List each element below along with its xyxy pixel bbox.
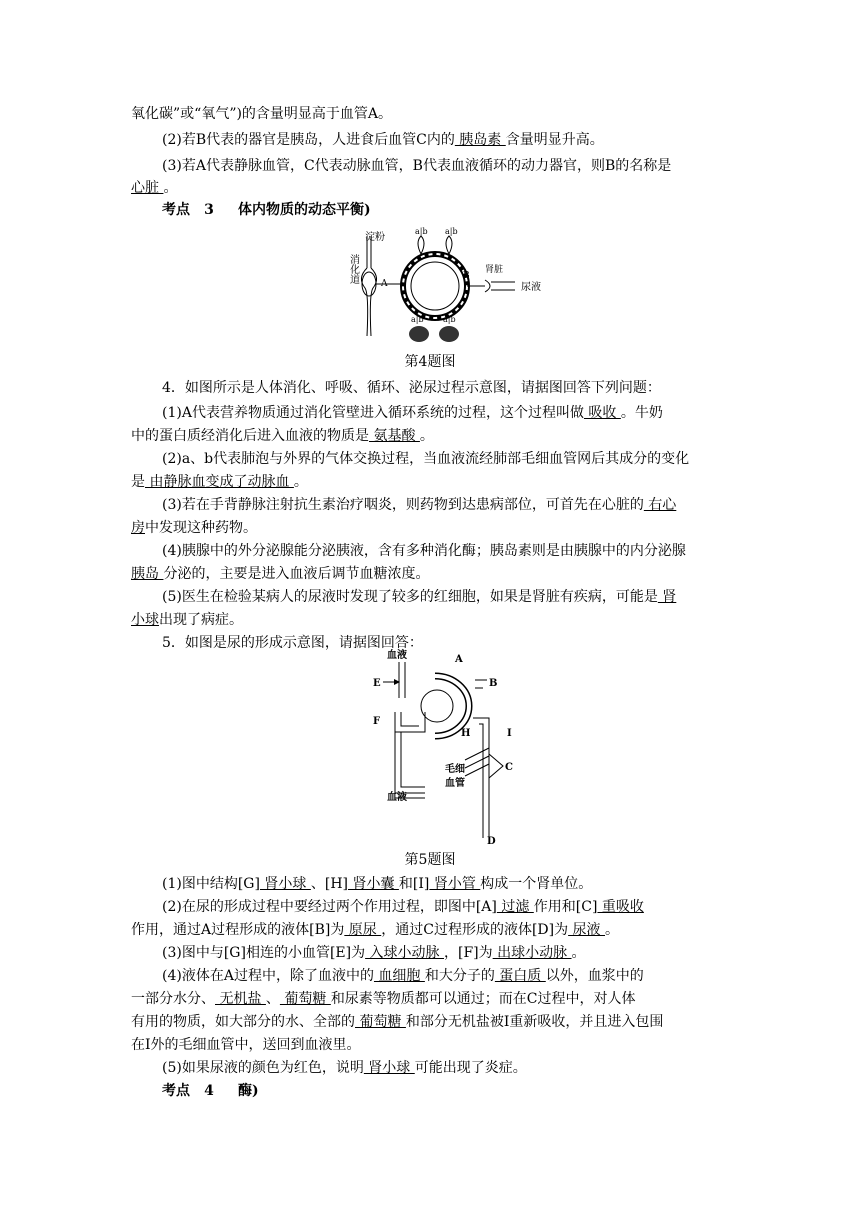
answer: 蛋白质 <box>494 968 546 984</box>
answer: 心脏 <box>131 180 164 196</box>
text-line: (1)A代表营养物质通过消化管壁进入循环系统的过程，这个过程叫做 吸收 。牛奶 <box>162 405 663 421</box>
fig4-label-dianfen: 淀粉 <box>365 232 385 243</box>
fig5-label-xueye-top: 血液 <box>387 650 407 661</box>
answer: 肾 <box>657 589 677 605</box>
text-line: (4)胰腺中的外分泌腺能分泌胰液，含有多种消化酶；胰岛素则是由胰腺中的内分泌腺 <box>162 543 686 559</box>
fig4-label-xiaohuadao: 消化道 <box>347 254 359 284</box>
question-intro: 5．如图是尿的形成示意图，请据图回答： <box>162 635 423 651</box>
answer: 胰岛 <box>131 566 164 582</box>
answer: 重吸收 <box>597 899 644 915</box>
answer: 小球 <box>131 612 159 628</box>
answer: 葡萄糖 <box>279 991 331 1007</box>
answer: 过滤 <box>496 899 534 915</box>
text-line: 一部分水分、 无机盐 、 葡萄糖 和尿素等物质都可以通过；而在C过程中，对人体 <box>131 991 636 1007</box>
answer: 右心 <box>643 497 677 513</box>
text-line: (4)液体在A过程中，除了血液中的 血细胞 和大分子的 蛋白质 以外，血浆中的 <box>162 968 644 984</box>
text-line: (3)图中与[G]相连的小血管[E]为 入球小动脉 ，[F]为 出球小动脉 。 <box>162 945 586 961</box>
fig4-label-shenzang: 肾脏 <box>485 265 504 275</box>
figure-4-caption: 第4题图 <box>404 354 456 370</box>
answer: 胰岛素 <box>454 132 506 148</box>
question-intro: 4．如图所示是人体消化、呼吸、循环、泌尿过程示意图，请据图回答下列问题： <box>162 380 661 396</box>
text-line: 作用，通过A过程形成的液体[B]为 原尿 ，通过C过程形成的液体[D]为 尿液 。 <box>131 922 620 938</box>
text-line: 房中发现这种药物。 <box>131 520 257 536</box>
section-heading: 考点 3 体内物质的动态平衡) <box>162 202 371 218</box>
text-line: 小球出现了病症。 <box>131 612 243 628</box>
fig5-label-i: I <box>507 728 512 739</box>
fig5-label-d: D <box>487 836 496 847</box>
text-line: (2)a、b代表肺泡与外界的气体交换过程，当血液流经肺部毛细血管网后其成分的变化 <box>162 451 690 467</box>
fig4-label-b: B <box>463 271 470 281</box>
text-line: 有用的物质，如大部分的水、全部的 葡萄糖 和部分无机盐被I重新吸收，并且进入包围 <box>131 1014 664 1030</box>
fig4-label-ab-bottom2: a|b <box>443 315 456 324</box>
figure-4-diagram <box>345 226 555 348</box>
answer: 葡萄糖 <box>355 1014 406 1030</box>
answer: 无机盐 <box>215 991 266 1007</box>
fig4-label-a: A <box>381 279 388 289</box>
text-line: (2)若B代表的器官是胰岛，人进食后血管C内的 胰岛素 含量明显升高。 <box>162 132 604 148</box>
section-heading: 考点 4 酶) <box>162 1083 259 1099</box>
text-line: (5)医生在检验某病人的尿液时发现了较多的红细胞，如果是肾脏有疾病，可能是 肾 <box>162 589 677 605</box>
answer: 入球小动脉 <box>365 945 444 961</box>
text-line: (3)若A代表静脉血管，C代表动脉血管，B代表血液循环的动力器官，则B的名称是 <box>162 158 672 174</box>
figure-5-caption: 第5题图 <box>404 852 456 868</box>
fig5-label-h: H <box>461 728 471 739</box>
answer: 血细胞 <box>373 968 425 984</box>
answer: 肾小管 <box>429 876 481 892</box>
fig5-label-e: E <box>373 678 381 689</box>
fig4-label-ab-bottom: a|b <box>411 315 424 324</box>
answer: 尿液 <box>568 922 606 938</box>
text-line: (5)如果尿液的颜色为红色，说明 肾小球 可能出现了炎症。 <box>162 1060 527 1076</box>
fig5-label-xueye-bottom: 血液 <box>387 792 407 803</box>
figure-5-diagram <box>365 648 525 848</box>
answer: 吸收 <box>583 405 621 421</box>
fig4-label-niaoye: 尿液 <box>521 282 541 293</box>
text-line: 心脏 。 <box>131 180 178 196</box>
fig5-label-a: A <box>455 654 463 665</box>
fig5-label-c: C <box>505 762 513 773</box>
fig5-label-f: F <box>373 716 381 727</box>
answer: 肾小囊 <box>348 876 399 892</box>
text-line: 中的蛋白质经消化后进入血液的物质是 氨基酸 。 <box>131 428 434 444</box>
answer: 房 <box>131 520 145 536</box>
text-line: 是 由静脉血变成了动脉血 。 <box>131 474 308 490</box>
answer: 肾小球 <box>259 876 311 892</box>
text-line: 胰岛 分泌的，主要是进入血液后调节血糖浓度。 <box>131 566 430 582</box>
answer: 原尿 <box>344 922 382 938</box>
fig4-label-ab-top2: a|b <box>445 227 458 236</box>
text-line: (1)图中结构[G] 肾小球 、[H] 肾小囊 和[I] 肾小管 构成一个肾单位。 <box>162 876 593 892</box>
answer: 出球小动脉 <box>492 945 572 961</box>
fig4-label-ab-top: a|b <box>415 227 428 236</box>
answer: 氨基酸 <box>369 428 420 444</box>
text-line: 在I外的毛细血管中，送回到血液里。 <box>131 1037 361 1053</box>
fig5-label-b: B <box>489 678 498 689</box>
text-line: (2)在尿的形成过程中要经过两个作用过程，即图中[A] 过滤 作用和[C] 重吸收 <box>162 899 644 915</box>
text-line: 氧化碳”或“氧气”)的含量明显高于血管A。 <box>131 106 393 122</box>
fig5-label-xueguan: 血管 <box>445 778 465 789</box>
answer: 由静脉血变成了动脉血 <box>145 474 294 490</box>
fig5-label-maoxi: 毛细 <box>445 764 465 775</box>
answer: 肾小球 <box>363 1060 415 1076</box>
text-line: (3)若在手背静脉注射抗生素治疗咽炎，则药物到达患病部位，可首先在心脏的 右心 <box>162 497 677 513</box>
